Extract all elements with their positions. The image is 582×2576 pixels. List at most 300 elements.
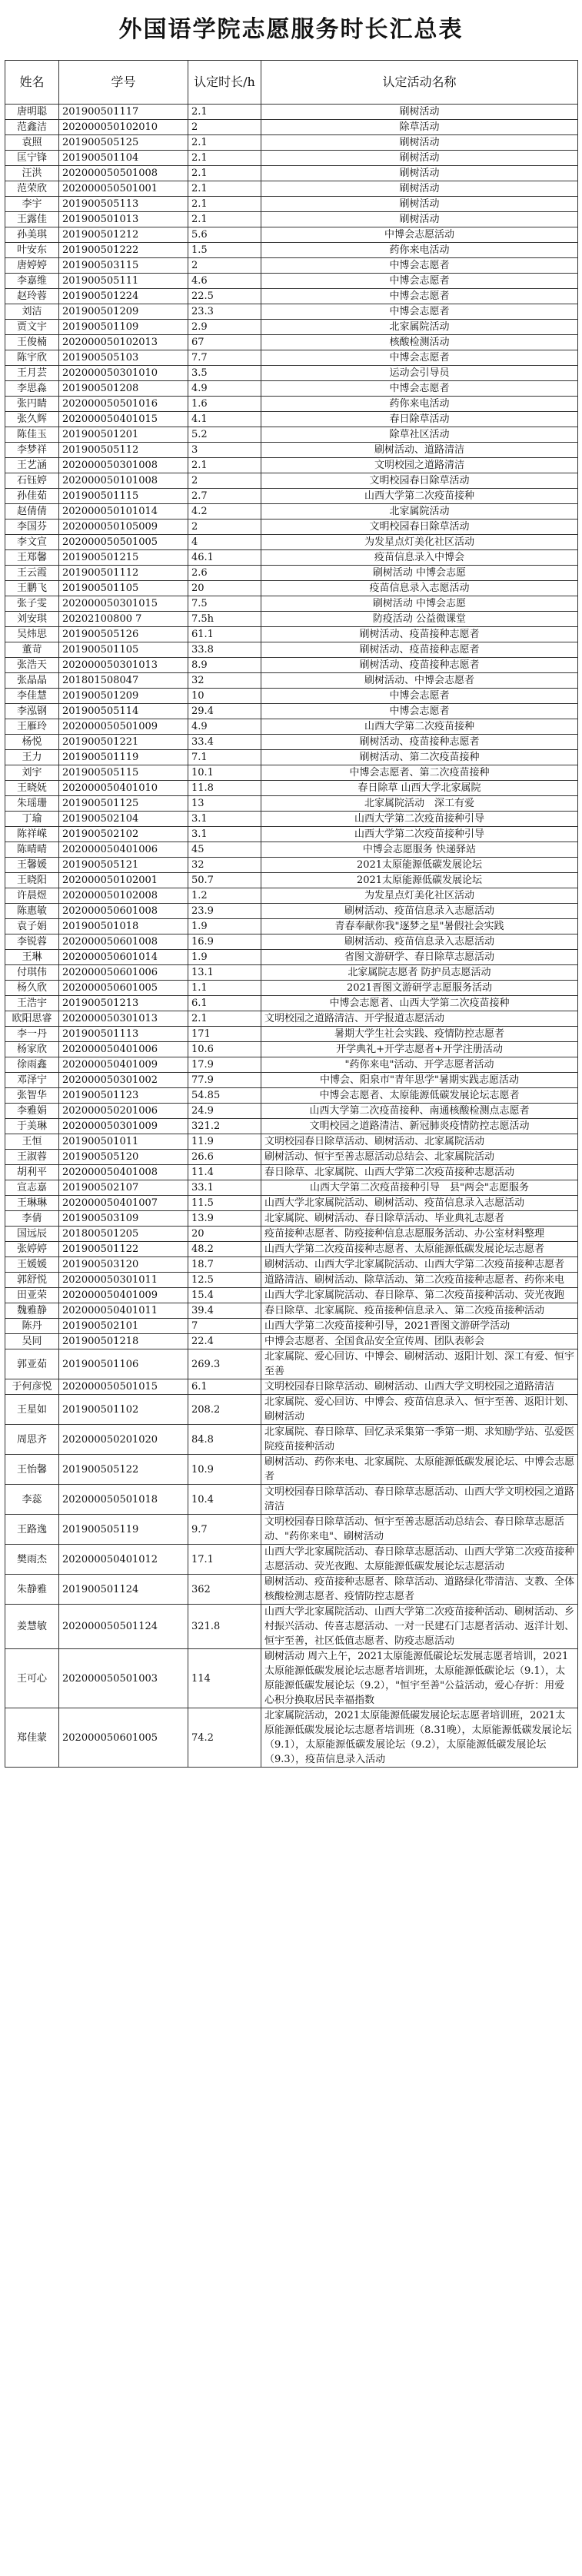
- cell-name: 田亚荣: [5, 1288, 59, 1303]
- cell-activity: 疫苗接种志愿者、防疫接种信息志愿服务活动、办公室材料整理: [261, 1227, 578, 1242]
- cell-activity: 核酸检测活动: [261, 335, 578, 350]
- table-row: [5, 1545, 578, 1575]
- cell-name: 李文宣: [5, 535, 59, 550]
- cell-name: 郑佳蒙: [5, 1708, 59, 1768]
- cell-hours: 24.9: [188, 1104, 261, 1119]
- table-row: [5, 719, 578, 735]
- cell-student-id: 202000050101008: [59, 473, 188, 489]
- cell-activity: 刷树活动、恒宇至善志愿活动总结会、北家属院活动: [261, 1150, 578, 1165]
- cell-activity: 防疫活动 公益微课堂: [261, 612, 578, 627]
- cell-student-id: 202000050501124: [59, 1605, 188, 1649]
- cell-hours: 11.4: [188, 1165, 261, 1180]
- cell-activity: 中博会志愿者: [261, 274, 578, 289]
- table-row: [5, 888, 578, 904]
- cell-student-id: 202000050301010: [59, 366, 188, 381]
- cell-name: 王郑馨: [5, 550, 59, 566]
- cell-activity: 北家属院活动，2021太原能源低碳发展论坛志愿者培训班，2021太原能源低碳发展论坛志愿者培训班（8.31晚），太原能源低碳发展论坛（9.1），太原能源低碳发展论坛（9.2），太原能源低碳发展论坛（9.3），疫苗信息录入活动: [261, 1708, 578, 1768]
- cell-hours: 39.4: [188, 1303, 261, 1319]
- cell-hours: 269.3: [188, 1349, 261, 1379]
- table-row: [5, 1485, 578, 1515]
- cell-student-id: 201900505113: [59, 197, 188, 212]
- table-row: [5, 1334, 578, 1349]
- cell-activity: 春日除草活动: [261, 412, 578, 427]
- cell-activity: 省图文游研学、春日除草志愿活动: [261, 950, 578, 965]
- cell-name: 陈佳玉: [5, 427, 59, 443]
- cell-student-id: 201900501123: [59, 1088, 188, 1104]
- cell-student-id: 202000050401010: [59, 781, 188, 796]
- cell-activity: 刷树活动、疫苗接种志愿者: [261, 658, 578, 673]
- cell-student-id: 201900501106: [59, 1349, 188, 1379]
- cell-student-id: 202000050601005: [59, 1708, 188, 1768]
- cell-name: 朱瑶珊: [5, 796, 59, 812]
- cell-hours: 61.1: [188, 627, 261, 642]
- table-row: [5, 1349, 578, 1379]
- cell-student-id: 202000050301013: [59, 1011, 188, 1027]
- table-row: [5, 842, 578, 858]
- table-row: [5, 1119, 578, 1134]
- cell-student-id: 202000050501005: [59, 535, 188, 550]
- table-row: [5, 151, 578, 166]
- cell-student-id: 202000050501015: [59, 1379, 188, 1395]
- cell-name: 王星如: [5, 1395, 59, 1425]
- cell-activity: 文明校园春日除草活动: [261, 473, 578, 489]
- table-row: [5, 197, 578, 212]
- cell-student-id: 201900501122: [59, 1242, 188, 1257]
- table-row: [5, 873, 578, 888]
- table-row: [5, 397, 578, 412]
- cell-activity: 2021太原能源低碳发展论坛: [261, 873, 578, 888]
- cell-name: 王琳: [5, 950, 59, 965]
- cell-student-id: 201900505112: [59, 443, 188, 458]
- cell-name: 于美琳: [5, 1119, 59, 1134]
- table-row: [5, 1165, 578, 1180]
- table-row: [5, 1425, 578, 1455]
- cell-hours: 7.5: [188, 596, 261, 612]
- cell-hours: 48.2: [188, 1242, 261, 1257]
- table-row: [5, 965, 578, 981]
- cell-hours: 4.6: [188, 274, 261, 289]
- cell-name: 陈惠敏: [5, 904, 59, 919]
- cell-hours: 17.9: [188, 1057, 261, 1073]
- cell-hours: 3.5: [188, 366, 261, 381]
- cell-student-id: 201900501212: [59, 227, 188, 243]
- cell-name: 陈宇欣: [5, 350, 59, 366]
- table-row: [5, 1515, 578, 1545]
- cell-name: 唐婷婷: [5, 258, 59, 274]
- cell-student-id: 202000050401009: [59, 1288, 188, 1303]
- table-row: [5, 550, 578, 566]
- cell-activity: 山西大学第二次疫苗接种、南通核酸检测点志愿者: [261, 1104, 578, 1119]
- cell-student-id: 201900501119: [59, 750, 188, 765]
- cell-student-id: 202000050601008: [59, 904, 188, 919]
- cell-hours: 22.4: [188, 1334, 261, 1349]
- table-row: [5, 458, 578, 473]
- cell-hours: 11.5: [188, 1196, 261, 1211]
- cell-activity: 文明校园之道路清洁、新冠肺炎疫情防控志愿活动: [261, 1119, 578, 1134]
- cell-student-id: 201900503109: [59, 1211, 188, 1227]
- cell-activity: "药你来电"活动、开学志愿者活动: [261, 1057, 578, 1073]
- cell-activity: 刷树活动 周六上午，2021太原能源低碳论坛发展志愿者培训，2021太原能源低碳发展论坛志愿者培训班，太原能源低碳论坛（9.1），太原能源低碳发展论坛（9.2），"恒宇至善"公益活动，爱心存折：用爱心积分换取居民幸福指数: [261, 1649, 578, 1708]
- cell-student-id: 202000050102008: [59, 888, 188, 904]
- cell-student-id: 201900501221: [59, 735, 188, 750]
- cell-activity: 为发星点灯美化社区活动: [261, 888, 578, 904]
- cell-student-id: 202000050601006: [59, 965, 188, 981]
- cell-hours: 171: [188, 1027, 261, 1042]
- table-row: [5, 581, 578, 596]
- cell-name: 李倩: [5, 1211, 59, 1227]
- table-row: [5, 520, 578, 535]
- table-row: [5, 950, 578, 965]
- table-row: [5, 704, 578, 719]
- cell-hours: 13.1: [188, 965, 261, 981]
- cell-name: 王可心: [5, 1649, 59, 1708]
- table-row: [5, 1605, 578, 1649]
- cell-name: 王鹏飞: [5, 581, 59, 596]
- cell-student-id: 202000050601005: [59, 981, 188, 996]
- cell-hours: 5.2: [188, 427, 261, 443]
- cell-hours: 33.1: [188, 1180, 261, 1196]
- cell-student-id: 202000050401012: [59, 1545, 188, 1575]
- cell-name: 姜慧敏: [5, 1605, 59, 1649]
- cell-hours: 10.1: [188, 765, 261, 781]
- cell-name: 张晶晶: [5, 673, 59, 689]
- table-row: [5, 381, 578, 397]
- table-row: [5, 827, 578, 842]
- table-row: [5, 781, 578, 796]
- cell-hours: 7.5h: [188, 612, 261, 627]
- cell-activity: 刷树活动: [261, 151, 578, 166]
- cell-name: 张円睛: [5, 397, 59, 412]
- cell-hours: 10.4: [188, 1485, 261, 1515]
- cell-activity: 中博会志愿者、山西大学第二次疫苗接种: [261, 996, 578, 1011]
- cell-activity: 文明校园春日除草活动、春日除草志愿活动、山西大学文明校园之道路清洁: [261, 1485, 578, 1515]
- cell-activity: 北家属院活动: [261, 320, 578, 335]
- cell-student-id: 202000050301013: [59, 658, 188, 673]
- cell-name: 丁瑜: [5, 812, 59, 827]
- cell-hours: 2.1: [188, 458, 261, 473]
- summary-table: [5, 60, 578, 1768]
- table-row: [5, 658, 578, 673]
- table-row: [5, 1379, 578, 1395]
- cell-student-id: 201900502101: [59, 1319, 188, 1334]
- page-title: 外国语学院志愿服务时长汇总表: [118, 16, 464, 43]
- cell-name: 王淑蓉: [5, 1150, 59, 1165]
- cell-student-id: 202000050501001: [59, 181, 188, 197]
- cell-activity: 刷树活动、第二次疫苗接种: [261, 750, 578, 765]
- cell-name: 贾文宇: [5, 320, 59, 335]
- table-row: [5, 243, 578, 258]
- cell-student-id: 202000050501016: [59, 397, 188, 412]
- cell-activity: 春日除草 山西大学北家属院: [261, 781, 578, 796]
- cell-activity: 北家属院活动 深工有爱: [261, 796, 578, 812]
- cell-hours: 33.4: [188, 735, 261, 750]
- cell-hours: 2.7: [188, 489, 261, 504]
- cell-student-id: 202000050101014: [59, 504, 188, 520]
- cell-activity: 北家属院、刷树活动、春日除草活动、毕业典礼志愿者: [261, 1211, 578, 1227]
- cell-name: 于何彦悦: [5, 1379, 59, 1395]
- cell-student-id: 201900501109: [59, 320, 188, 335]
- cell-activity: 北家属院志愿者 防护员志愿活动: [261, 965, 578, 981]
- cell-activity: 中博会、阳泉市"青年思学"暑期实践志愿活动: [261, 1073, 578, 1088]
- table-row: [5, 504, 578, 520]
- cell-hours: 4.2: [188, 504, 261, 520]
- cell-student-id: 202000050102001: [59, 873, 188, 888]
- cell-hours: 67: [188, 335, 261, 350]
- cell-name: 李一丹: [5, 1027, 59, 1042]
- cell-hours: 54.85: [188, 1088, 261, 1104]
- cell-hours: 11.8: [188, 781, 261, 796]
- table-row: [5, 443, 578, 458]
- cell-name: 孙美琪: [5, 227, 59, 243]
- cell-activity: 药你来电活动: [261, 397, 578, 412]
- table-row: [5, 673, 578, 689]
- cell-student-id: 201900501018: [59, 919, 188, 934]
- cell-activity: 春日除草、北家属院、山西大学第二次疫苗接种志愿活动: [261, 1165, 578, 1180]
- cell-student-id: 201900501201: [59, 427, 188, 443]
- cell-activity: 中博会志愿者、第二次疫苗接种: [261, 765, 578, 781]
- cell-student-id: 201900501104: [59, 151, 188, 166]
- cell-name: 李宇: [5, 197, 59, 212]
- cell-name: 叶安东: [5, 243, 59, 258]
- cell-student-id: 202000050401011: [59, 1303, 188, 1319]
- table-row: [5, 1455, 578, 1485]
- cell-student-id: 201900501224: [59, 289, 188, 304]
- table-row: [5, 765, 578, 781]
- table-row: [5, 1196, 578, 1211]
- table-row: [5, 1104, 578, 1119]
- cell-name: 吴炜思: [5, 627, 59, 642]
- cell-name: 王力: [5, 750, 59, 765]
- cell-activity: 中博会志愿者: [261, 304, 578, 320]
- cell-name: 刘安琪: [5, 612, 59, 627]
- cell-activity: 文明校园之道路清洁: [261, 458, 578, 473]
- cell-activity: 疫苗信息录入志愿活动: [261, 581, 578, 596]
- cell-activity: 刷树活动、疫苗信息录入志愿活动: [261, 934, 578, 950]
- cell-name: 李雅娟: [5, 1104, 59, 1119]
- cell-activity: 山西大学第二次疫苗接种: [261, 489, 578, 504]
- cell-name: 匡宁锋: [5, 151, 59, 166]
- cell-hours: 1.1: [188, 981, 261, 996]
- cell-name: 赵玲蓉: [5, 289, 59, 304]
- cell-activity: 北家属院活动: [261, 504, 578, 520]
- cell-student-id: 201900501124: [59, 1575, 188, 1605]
- cell-student-id: 201900501209: [59, 689, 188, 704]
- cell-activity: 2021太原能源低碳发展论坛: [261, 858, 578, 873]
- cell-student-id: 201900501125: [59, 796, 188, 812]
- cell-hours: 1.2: [188, 888, 261, 904]
- cell-activity: 刷树活动、药你来电、北家属院、太原能源低碳发展论坛、中博会志愿者: [261, 1455, 578, 1485]
- cell-hours: 22.5: [188, 289, 261, 304]
- cell-student-id: 201900501208: [59, 381, 188, 397]
- header-row: [5, 61, 578, 105]
- cell-name: 郭舒悦: [5, 1273, 59, 1288]
- cell-hours: 17.1: [188, 1545, 261, 1575]
- cell-name: 胡利平: [5, 1165, 59, 1180]
- cell-activity: 刷树活动、疫苗接种志愿者: [261, 735, 578, 750]
- cell-hours: 2.1: [188, 166, 261, 181]
- cell-hours: 114: [188, 1649, 261, 1708]
- table-body: [5, 105, 578, 1768]
- table-row: [5, 120, 578, 135]
- cell-hours: 1.5: [188, 243, 261, 258]
- cell-activity: 山西大学第二次疫苗接种引导，2021晋图文游研学活动: [261, 1319, 578, 1334]
- table-row: [5, 304, 578, 320]
- cell-activity: 中博会志愿者: [261, 704, 578, 719]
- table-row: [5, 473, 578, 489]
- cell-hours: 9.7: [188, 1515, 261, 1545]
- cell-hours: 16.9: [188, 934, 261, 950]
- cell-activity: 暑期大学生社会实践、疫情防控志愿者: [261, 1027, 578, 1042]
- cell-student-id: 201900501013: [59, 212, 188, 227]
- table-row: [5, 796, 578, 812]
- cell-activity: 文明校园春日除草活动、刷树活动、北家属院活动: [261, 1134, 578, 1150]
- table-row: [5, 350, 578, 366]
- cell-activity: 文明校园春日除草活动、恒宇至善志愿活动总结会、春日除草志愿活动、"药你来电"、刷树活动: [261, 1515, 578, 1545]
- cell-name: 周思齐: [5, 1425, 59, 1455]
- cell-name: 张浩天: [5, 658, 59, 673]
- table-row: [5, 981, 578, 996]
- table-row: [5, 1649, 578, 1708]
- cell-activity: 山西大学第二次疫苗接种: [261, 719, 578, 735]
- cell-name: 袁子娟: [5, 919, 59, 934]
- cell-hours: 12.5: [188, 1273, 261, 1288]
- cell-student-id: 202000050301015: [59, 596, 188, 612]
- cell-student-id: 201900502102: [59, 827, 188, 842]
- cell-student-id: 20202100800 7: [59, 612, 188, 627]
- cell-student-id: 201900501215: [59, 550, 188, 566]
- cell-student-id: 202000050102013: [59, 335, 188, 350]
- cell-name: 范鑫洁: [5, 120, 59, 135]
- cell-name: 王露佳: [5, 212, 59, 227]
- table-row: [5, 1042, 578, 1057]
- cell-activity: 山西大学北家属院活动、山西大学第二次疫苗接种活动、刷树活动、乡村振兴活动、传喜志愿活动、一对一民建石门志愿者活动、返洋计划、恒宇至善，社区低值志愿者、防疫志愿活动: [261, 1605, 578, 1649]
- header-name: 姓名: [5, 61, 59, 105]
- cell-activity: 刷树活动、山西大学北家属院活动、山西大学第二次疫苗接种志愿者: [261, 1257, 578, 1273]
- cell-activity: 中博会志愿者、太原能源低碳发展论坛志愿者: [261, 1088, 578, 1104]
- cell-hours: 6.1: [188, 1379, 261, 1395]
- table-row: [5, 320, 578, 335]
- cell-activity: 2021晋图文游研学志愿服务活动: [261, 981, 578, 996]
- cell-name: 王雁玲: [5, 719, 59, 735]
- cell-activity: 刷树活动 中博会志愿: [261, 596, 578, 612]
- cell-name: 袁照: [5, 135, 59, 151]
- cell-activity: 为发星点灯美化社区活动: [261, 535, 578, 550]
- cell-student-id: 201900502107: [59, 1180, 188, 1196]
- cell-hours: 2.1: [188, 105, 261, 120]
- cell-student-id: 201900501113: [59, 1027, 188, 1042]
- header-student-id: 学号: [59, 61, 188, 105]
- table-row: [5, 1180, 578, 1196]
- cell-activity: 刷树活动: [261, 197, 578, 212]
- cell-hours: 20: [188, 1227, 261, 1242]
- cell-hours: 2.6: [188, 566, 261, 581]
- cell-student-id: 202000050401006: [59, 842, 188, 858]
- cell-student-id: 201900505121: [59, 858, 188, 873]
- cell-activity: 刷树活动、疫苗接种志愿者、除草活动、道路绿化带清洁、支教、全体核酸检测志愿者、疫情防控志愿者: [261, 1575, 578, 1605]
- cell-activity: 文明校园春日除草活动: [261, 520, 578, 535]
- cell-hours: 2: [188, 520, 261, 535]
- cell-name: 王云霞: [5, 566, 59, 581]
- cell-activity: 中博会志愿活动: [261, 227, 578, 243]
- table-row: [5, 412, 578, 427]
- table-row: [5, 535, 578, 550]
- cell-name: 朱静雅: [5, 1575, 59, 1605]
- cell-student-id: 201800501205: [59, 1227, 188, 1242]
- cell-activity: 山西大学第二次疫苗接种引导: [261, 827, 578, 842]
- cell-name: 李蕊: [5, 1485, 59, 1515]
- cell-student-id: 201900505111: [59, 274, 188, 289]
- cell-activity: 刷树活动: [261, 135, 578, 151]
- cell-hours: 13: [188, 796, 261, 812]
- cell-name: 王媛媛: [5, 1257, 59, 1273]
- table-row: [5, 335, 578, 350]
- cell-name: 唐明聪: [5, 105, 59, 120]
- cell-name: 陈祥嵘: [5, 827, 59, 842]
- cell-hours: 33.8: [188, 642, 261, 658]
- cell-hours: 26.6: [188, 1150, 261, 1165]
- cell-activity: 中博会志愿者: [261, 689, 578, 704]
- cell-activity: 刷树活动、疫苗接种志愿者: [261, 642, 578, 658]
- cell-hours: 50.7: [188, 873, 261, 888]
- table-row: [5, 596, 578, 612]
- cell-hours: 2.1: [188, 197, 261, 212]
- cell-name: 赵倩倩: [5, 504, 59, 520]
- cell-name: 王怡馨: [5, 1455, 59, 1485]
- cell-student-id: 202000050501018: [59, 1485, 188, 1515]
- cell-activity: 中博会志愿者、全国食品安全宣传周、团队表彰会: [261, 1334, 578, 1349]
- cell-name: 王路逸: [5, 1515, 59, 1545]
- cell-name: 李梦祥: [5, 443, 59, 458]
- cell-student-id: 201900505119: [59, 1515, 188, 1545]
- table-row: [5, 919, 578, 934]
- cell-name: 魏雅静: [5, 1303, 59, 1319]
- cell-student-id: 201900501105: [59, 581, 188, 596]
- cell-name: 王琳琳: [5, 1196, 59, 1211]
- table-row: [5, 1211, 578, 1227]
- cell-hours: 10.6: [188, 1042, 261, 1057]
- cell-hours: 2.1: [188, 1011, 261, 1027]
- cell-student-id: 201801508047: [59, 673, 188, 689]
- cell-activity: 山西大学北家属院活动、春日除草志愿活动、山西大学第二次疫苗接种志愿活动、荧光夜跑、太原能源低碳发展论坛志愿活动: [261, 1545, 578, 1575]
- cell-activity: 山西大学第二次疫苗接种志愿者、太原能源低碳发展论坛志愿者: [261, 1242, 578, 1257]
- table-row: [5, 689, 578, 704]
- cell-name: 王恒: [5, 1134, 59, 1150]
- table-row: [5, 1057, 578, 1073]
- table-row: [5, 1319, 578, 1334]
- cell-student-id: 201900503115: [59, 258, 188, 274]
- cell-hours: 362: [188, 1575, 261, 1605]
- table-row: [5, 812, 578, 827]
- cell-activity: 除草社区活动: [261, 427, 578, 443]
- cell-activity: 北家属院、爱心回访、中博会、刷树活动、返阳计划、深工有爱、恒宇至善: [261, 1349, 578, 1379]
- cell-hours: 13.9: [188, 1211, 261, 1227]
- cell-name: 许晨煜: [5, 888, 59, 904]
- cell-name: 刘宇: [5, 765, 59, 781]
- cell-name: 李思淼: [5, 381, 59, 397]
- cell-student-id: 201900501112: [59, 566, 188, 581]
- table-row: [5, 105, 578, 120]
- table-row: [5, 1150, 578, 1165]
- cell-name: 张智华: [5, 1088, 59, 1104]
- cell-activity: 中博会志愿者: [261, 258, 578, 274]
- cell-name: 欧阳思睿: [5, 1011, 59, 1027]
- cell-activity: 除草活动: [261, 120, 578, 135]
- table-row: [5, 750, 578, 765]
- table-row: [5, 1088, 578, 1104]
- table-row: [5, 1134, 578, 1150]
- cell-hours: 321.2: [188, 1119, 261, 1134]
- cell-hours: 2.1: [188, 181, 261, 197]
